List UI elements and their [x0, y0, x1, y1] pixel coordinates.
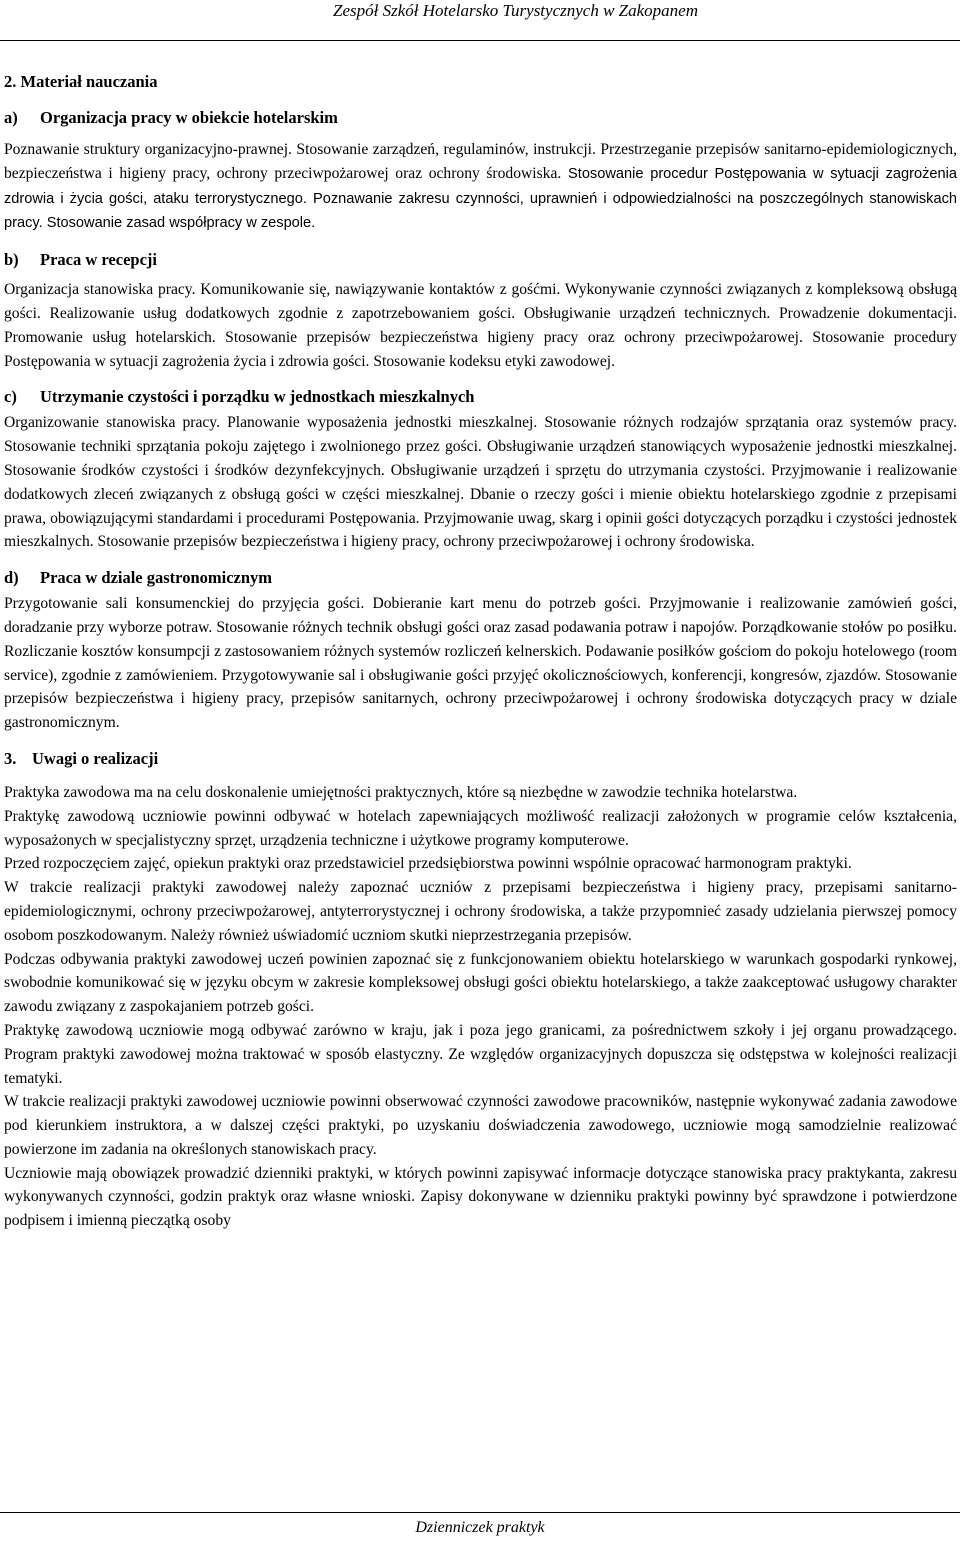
- section-3-title: Uwagi o realizacji: [32, 748, 159, 768]
- header-title: Zespół Szkół Hotelarsko Turystycznych w Zakopanem: [333, 1, 698, 20]
- subsection-c-title: Utrzymanie czystości i porządku w jednostkach mieszkalnych: [40, 387, 475, 407]
- subsection-a-text: [4, 138, 957, 236]
- section-3-paragraph: W trakcie realizacji praktyki zawodowej uczniowie powinni obserwować czynności zawodowe pracowników, następnie wykonywać zadania zawodowe pod kierunkiem instruktora, a w dalszej części praktyki, po uzyskaniu doświadczenia zawodowego, uczniowie mogą samodzielnie realizować powierzone im zadania na określonych stanowiskach pracy.: [4, 1093, 957, 1158]
- subsection-d-heading: [4, 566, 957, 590]
- page-header: [0, 0, 960, 28]
- subsection-c-heading: [4, 385, 957, 409]
- footer-title: Dzienniczek praktyk: [415, 1519, 545, 1536]
- subsection-d-title: Praca w dziale gastronomicznym: [40, 568, 273, 588]
- subsection-c-text: Organizowanie stanowiska pracy. Planowanie wyposażenia jednostki mieszkalnej. Stosowanie różnych rodzajów sprzątania oraz systemów pracy. Stosowanie techniki sprzątania pokoju zajętego i zwolnionego przez gości. Obsługiwanie urządzeń stanowiących wyposażenie jednostki mieszkalnej. Stosowanie środków czystości i środków dezynfekcyjnych. Obsługiwanie urządzeń i sprzętu do utrzymania czystości. Przyjmowanie i realizowanie dodatkowych zleceń związanych z obsługą gości w części mieszkalnej. Dbanie o rzeczy gości i mienie obiektu hotelarskiego zgodnie z przepisami prawa, obowiązującymi standardami i procedurami Postępowania. Przyjmowanie uwag, skarg i opinii gości dotyczących porządku i czystości jednostek mieszkalnych. Stosowanie przepisów bezpieczeństwa i higieny pracy, ochrony przeciwpożarowej i ochrony środowiska.: [4, 414, 957, 551]
- section-3-paragraph: Uczniowie mają obowiązek prowadzić dzienniki praktyki, w których powinni zapisywać informacje dotyczące stanowiska pracy praktykanta, zakresu wykonywanych czynności, godzin praktyk oraz własne wnioski. Zapisy dokonywane w dzienniku praktyki powinny być sprawdzone i potwierdzone podpisem i imienną pieczątką osoby: [4, 1164, 957, 1230]
- subsection-a-letter: a): [4, 108, 18, 127]
- section-3-number: 3.: [4, 748, 17, 768]
- section-3-paragraph: Praktyka zawodowa ma na celu doskonalenie umiejętności praktycznych, które są niezbędne w zawodzie technika hotelarstwa.: [4, 783, 798, 801]
- section-3-heading: [4, 747, 957, 771]
- section-3-body: [4, 781, 957, 1233]
- section-3-paragraph: Praktykę zawodową uczniowie powinni odbywać w hotelach zapewniających możliwość realizacji założonych w programie celów kształcenia, wyposażonych w specjalistyczny sprzęt, urządzenia techniczne i użytkowe programy komputerowe.: [4, 807, 957, 849]
- footer-rule: [0, 1512, 960, 1513]
- subsection-c-letter: c): [4, 387, 17, 407]
- subsection-a-title: Organizacja pracy w obiekcie hotelarskim: [40, 108, 338, 127]
- section-2-title: 2. Materiał nauczania: [4, 72, 158, 91]
- header-rule: [0, 40, 960, 41]
- section-3-paragraph: Praktykę zawodową uczniowie mogą odbywać zarówno w kraju, jak i poza jego granicami, za pośrednictwem szkoły i jej organu prowadzącego. Program praktyki zawodowej można traktować w sposób elastyczny. Ze względów organizacyjnych dopuszcza się odstępstwa w kolejności realizacji tematyki.: [4, 1021, 957, 1087]
- section-3-paragraph: Podczas odbywania praktyki zawodowej uczeń powinien zapoznać się z funkcjonowaniem obiektu hotelarskiego w warunkach gospodarki rynkowej, swobodnie komunikować się w języku obcym w zakresie kompleksowej obsługi gości obiektu hotelarskiego, a także zaakceptować usługowy charakter zawodu związany z zaspokajaniem potrzeb gości.: [4, 950, 957, 1016]
- page-content: [4, 70, 957, 1233]
- subsection-b-text: Organizacja stanowiska pracy. Komunikowanie się, nawiązywanie kontaktów z gośćmi. Wykonywanie czynności związanych z kompleksową obsługą gości. Realizowanie usług dodatkowych zgodnie z zapotrzebowaniem gości. Obsługiwanie urządzeń technicznych. Prowadzenie dokumentacji. Promowanie usług hotelarskich. Stosowanie przepisów bezpieczeństwa higieny pracy oraz ochrony przeciwpożarowej. Stosowanie procedury Postępowania w sytuacji zagrożenia życia i zdrowia gości. Stosowanie kodeksu etyki zawodowej.: [4, 281, 957, 370]
- section-3-paragraph: Przed rozpoczęciem zajęć, opiekun praktyki oraz przedstawiciel przedsiębiorstwa powinni wspólnie opracować harmonogram praktyki.: [4, 855, 852, 873]
- subsection-b-letter: b): [4, 250, 19, 270]
- subsection-d-text: Przygotowanie sali konsumenckiej do przyjęcia gości. Dobieranie kart menu do potrzeb gości. Przyjmowanie i realizowanie zamówień gości, doradzanie przy wyborze potraw. Stosowanie różnych technik obsługi gości oraz zasad podawania potraw i napojów. Porządkowanie stołów po posiłku. Rozliczanie kosztów konsumpcji z zastosowaniem różnych systemów rozliczeń kelnerskich. Podawanie posiłków gościom do pokoju hotelowego (room service), zgodnie z zamówieniem. Przygotowywanie sal i obsługiwanie gości przyjęć okolicznościowych, konferencji, kongresów, zjazdów. Stosowanie przepisów bezpieczeństwa i higieny pracy, przepisów sanitarnych, ochrony przeciwpożarowej i ochrony środowiska dotyczących pracy w dziale gastronomicznym.: [4, 595, 957, 732]
- subsection-b-title: Praca w recepcji: [40, 250, 157, 270]
- subsection-d-letter: d): [4, 568, 19, 588]
- subsection-a-text-sans: Stosowanie procedur Postępowania w sytuacji zagrożenia zdrowia i życia gości, ataku terrorystycznego. Poznawanie zakresu czynności, uprawnień i odpowiedzialności na poszczególnych stanowiskach pracy. Stosowanie zasad współpracy w zespole.: [4, 165, 957, 232]
- subsection-a-heading: [4, 106, 957, 130]
- subsection-b-heading: [4, 248, 957, 272]
- subsection-a-text-serif: Poznawanie struktury organizacyjno-prawnej. Stosowanie zarządzeń, regulaminów, instrukcji. Przestrzeganie przepisów sanitarno-epidemiologicznych, bezpieczeństwa i higieny pracy, ochrony przeciwpożarowej oraz ochrony środowiska.: [4, 141, 957, 182]
- section-3-paragraph: W trakcie realizacji praktyki zawodowej należy zapoznać uczniów z przepisami bezpieczeństwa i higieny pracy, przepisami sanitarno- epidemiologicznymi, ochrony przeciwpożarowej, antyterrorystycznej i ochrony środowiska, a także przypomnieć zasady udzielania pierwszej pomocy osobom poszkodowanym. Należy również uświadomić uczniom skutki nieprzestrzegania przepisów.: [4, 879, 957, 944]
